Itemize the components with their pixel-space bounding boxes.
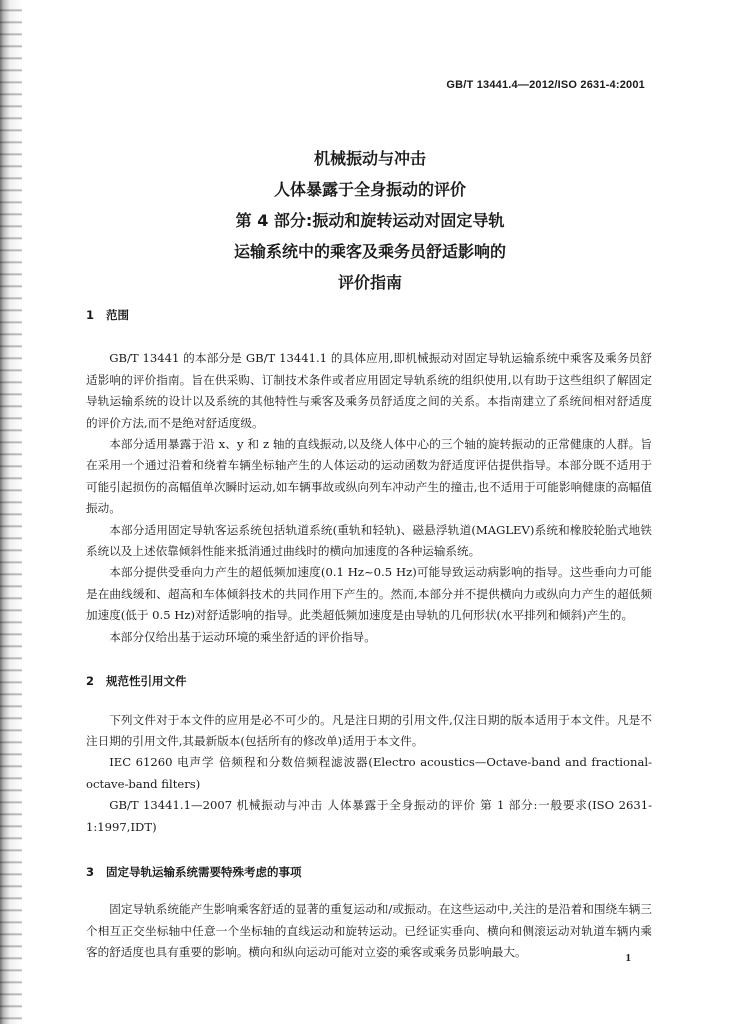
- section-heading-normative-references: [86, 671, 652, 692]
- paragraph: 本部分适用固定导轨客运系统包括轨道系统(重轨和轻轨)、磁悬浮轨道(MAGLEV)系统和橡胶轮胎式地铁系统以及上述依靠倾斜性能来抵消通过曲线时的横向加速度的各种运输系统。: [86, 522, 652, 559]
- paragraph: 本部分适用暴露于沿 x、y 和 z 轴的直线振动,以及绕人体中心的三个轴的旋转振动的正常健康的人群。旨在采用一个通过沿着和绕着车辆坐标轴产生的人体运动的运动函数为舒适度评估提供指导。本部分既不适用于可能引起损伤的高幅值单次瞬时运动,如车辆事故或纵向列车冲动产生的撞击,也不适用于可能影响健康的高幅值振动。: [86, 437, 652, 516]
- document-title: [100, 143, 640, 298]
- section-heading-scope: [86, 305, 652, 326]
- reference-item: GB/T 13441.1—2007 机械振动与冲击 人体暴露于全身振动的评价 第 1 部分:一般要求(ISO 2631-1:1997,IDT): [86, 798, 652, 834]
- section-number: 3: [86, 864, 95, 879]
- title-line-1: 机械振动与冲击: [313, 149, 426, 168]
- section-number: 1: [86, 308, 95, 322]
- paragraph: 本部分仅给出基于运动环境的乘坐舒适的评价指导。: [109, 629, 376, 644]
- standard-code: GB/T 13441.4—2012/ISO 2631-4:2001: [446, 79, 645, 91]
- title-line-5: 评价指南: [337, 273, 402, 292]
- page-number: 1: [625, 952, 631, 964]
- document-body: [86, 305, 652, 964]
- paragraph: 本部分提供受垂向力产生的超低频加速度(0.1 Hz~0.5 Hz)可能导致运动病影响的指导。这些垂向力可能是在曲线缓和、超高和车体倾斜技术的共同作用下产生的。然而,本部分并不提供横向力或纵向力产生的超低频加速度(低于 0.5 Hz)对舒适影响的指导。此类超低频加速度是由导轨的几何形状(水平排列和倾斜)产生的。: [86, 565, 652, 623]
- title-line-2: 人体暴露于全身振动的评价: [273, 180, 466, 199]
- scan-edge-shadow: [0, 0, 22, 1024]
- paragraph: GB/T 13441 的本部分是 GB/T 13441.1 的具体应用,即机械振动对固定导轨运输系统中乘客及乘务员舒适影响的评价指南。旨在供采购、订制技术条件或者应用固定导轨系统的组织使用,以有助于这些组织了解固定导轨运输系统的设计以及系统的其他特性与乘客及乘务员舒适度之间的关系。本指南建立了系统间相对舒适度的评价方法,而不是绝对舒适度级。: [86, 351, 652, 430]
- section-number: 2: [86, 674, 95, 689]
- title-line-4: 运输系统中的乘客及乘务员舒适影响的: [233, 242, 506, 261]
- section-title: 固定导轨运输系统需要特殊考虑的事项: [106, 864, 302, 879]
- title-line-3: 第 4 部分:振动和旋转运动对固定导轨: [235, 211, 505, 230]
- section-title: 规范性引用文件: [106, 674, 187, 689]
- section-title: 范围: [106, 308, 129, 322]
- paragraph: 固定导轨系统能产生影响乘客舒适的显著的重复运动和/或振动。在这些运动中,关注的是沿着和围绕车辆三个相互正交坐标轴中任意一个坐标轴的直线运动和旋转运动。已经证实垂向、横向和侧滚运动对轨道车辆内乘客的舒适度也具有重要的影响。横向和纵向运动可能对立姿的乘客或乘务员影响最大。: [86, 902, 652, 960]
- reference-item: IEC 61260 电声学 倍频程和分数倍频程滤波器(Electro acoustics—Octave-band and fractional-octave-band filters): [86, 755, 652, 791]
- paragraph: 下列文件对于本文件的应用是必不可少的。凡是注日期的引用文件,仅注日期的版本适用于本文件。凡是不注日期的引用文件,其最新版本(包括所有的修改单)适用于本文件。: [86, 712, 652, 748]
- section-heading-special-considerations: [86, 862, 652, 883]
